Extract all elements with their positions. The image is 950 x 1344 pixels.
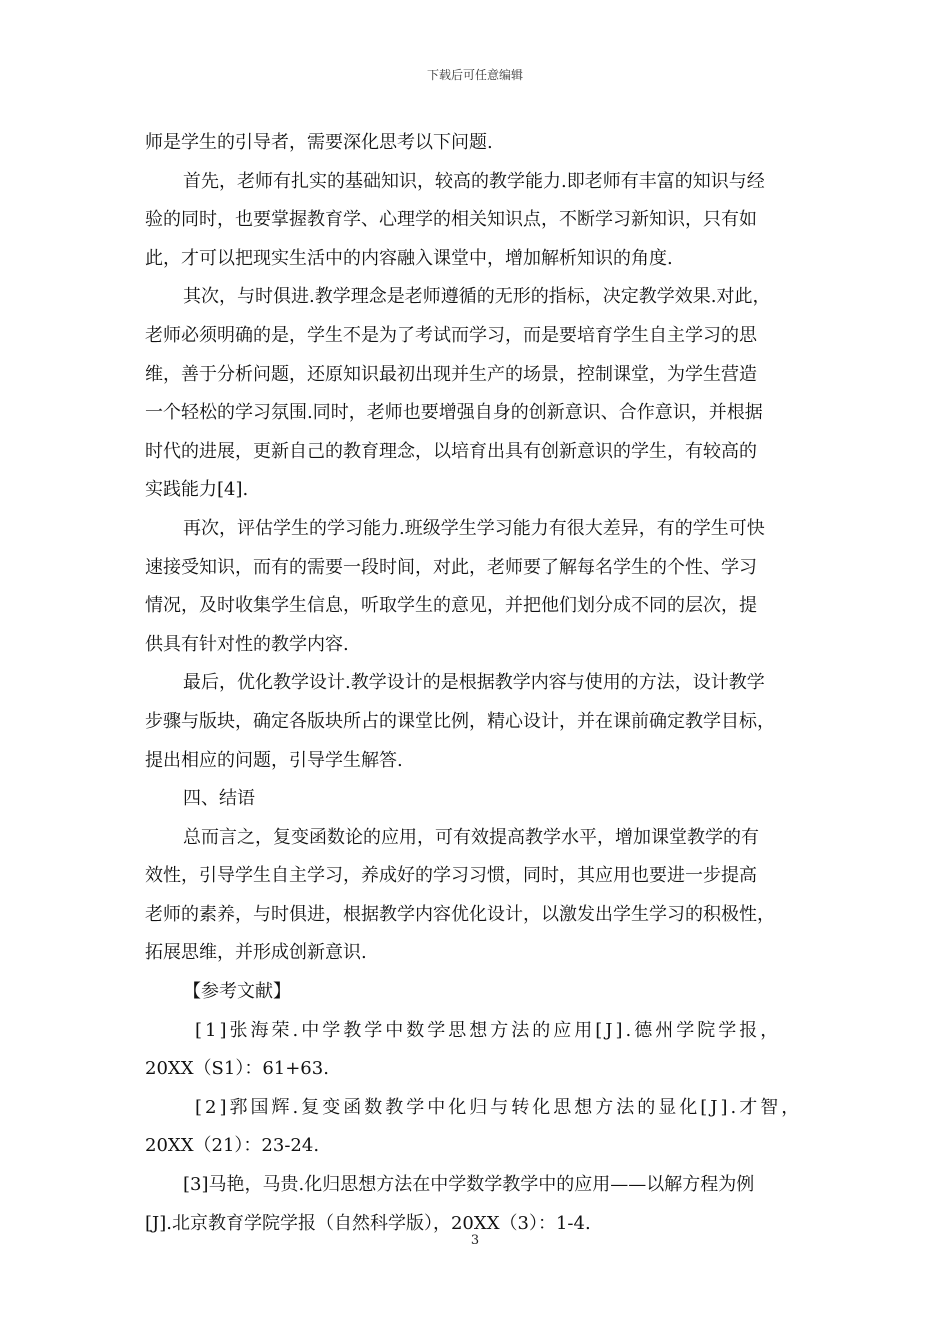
paragraph-line: 步骤与版块，确定各版块所占的课堂比例，精心设计，并在课前确定教学目标， <box>145 710 775 732</box>
paragraph-line: 拓展思维，并形成创新意识. <box>145 942 367 964</box>
paragraph-line: 实践能力[4]. <box>145 479 249 501</box>
paragraph-line: 速接受知识，而有的需要一段时间，对此，老师要了解每名学生的个性、学习 <box>145 556 757 578</box>
paragraph-line: 情况，及时收集学生信息，听取学生的意见，并把他们划分成不同的层次，提 <box>145 595 757 617</box>
reference-entry: [2]郛国辉.复变函数教学中化归与转化思想方法的显化[J].才智， <box>195 1096 803 1118</box>
references-heading: 【参考文献】 <box>183 981 291 1003</box>
paragraph-line: 老师必须明确的是，学生不是为了考试而学习，而是要培育学生自主学习的思 <box>145 324 757 346</box>
paragraph-line: 老师的素养，与时俱进，根据教学内容优化设计，以激发出学生学习的积极性， <box>145 903 775 925</box>
page-header: 下载后可任意编辑 <box>426 68 523 82</box>
paragraph-line: 提出相应的问题，引导学生解答. <box>145 749 403 771</box>
paragraph-line: 首先，老师有扎实的基础知识，较高的教学能力.即老师有丰富的知识与经 <box>183 170 765 192</box>
paragraph-line: 再次，评估学生的学习能力.班级学生学习能力有很大差异，有的学生可快 <box>183 517 765 539</box>
reference-entry-continued: 20XX（21）：23-24. <box>145 1135 320 1157</box>
paragraph-line: 验的同时，也要掌握教育学、心理学的相关知识点，不断学习新知识，只有如 <box>145 209 757 231</box>
reference-entry-continued: 20XX（S1）：61+63. <box>145 1058 329 1080</box>
paragraph-line: 效性，引导学生自主学习，养成好的学习习惯，同时，其应用也要进一步提高 <box>145 865 757 887</box>
reference-entry: [1]张海荣.中学教学中数学思想方法的应用[J].德州学院学报， <box>195 1019 782 1041</box>
paragraph-line: 此，才可以把现实生活中的内容融入课堂中，增加解析知识的角度. <box>145 247 673 269</box>
paragraph-line: 总而言之，复变函数论的应用，可有效提高教学水平，增加课堂教学的有 <box>183 826 759 848</box>
section-heading: 四、结语 <box>183 788 255 810</box>
page-number: 3 <box>470 1233 480 1248</box>
paragraph-line: 师是学生的引导者，需要深化思考以下问题. <box>145 132 493 153</box>
paragraph-line: 最后，优化教学设计.教学设计的是根据教学内容与使用的方法，设计教学 <box>183 672 765 694</box>
reference-entry-continued: [J].北京教育学院学报（自然科学版），20XX（3）：1-4. <box>145 1212 591 1234</box>
paragraph-line: 供具有针对性的教学内容. <box>145 633 349 655</box>
paragraph-line: 一个轻松的学习氛围.同时，老师也要增强自身的创新意识、合作意识，并根据 <box>145 402 763 424</box>
paragraph-line: 其次，与时俱进.教学理念是老师遵循的无形的指标，决定教学效果.对此， <box>183 286 771 308</box>
document-body <box>145 124 815 1243</box>
paragraph-line: 维，善于分析问题，还原知识最初出现并生产的场景，控制课堂，为学生营造 <box>145 363 757 385</box>
reference-entry: [3]马艳，马贵.化归思想方法在中学数学教学中的应用——以解方程为例 <box>183 1174 755 1196</box>
paragraph-line: 时代的进展，更新自己的教育理念，以培育出具有创新意识的学生，有较高的 <box>145 440 757 462</box>
